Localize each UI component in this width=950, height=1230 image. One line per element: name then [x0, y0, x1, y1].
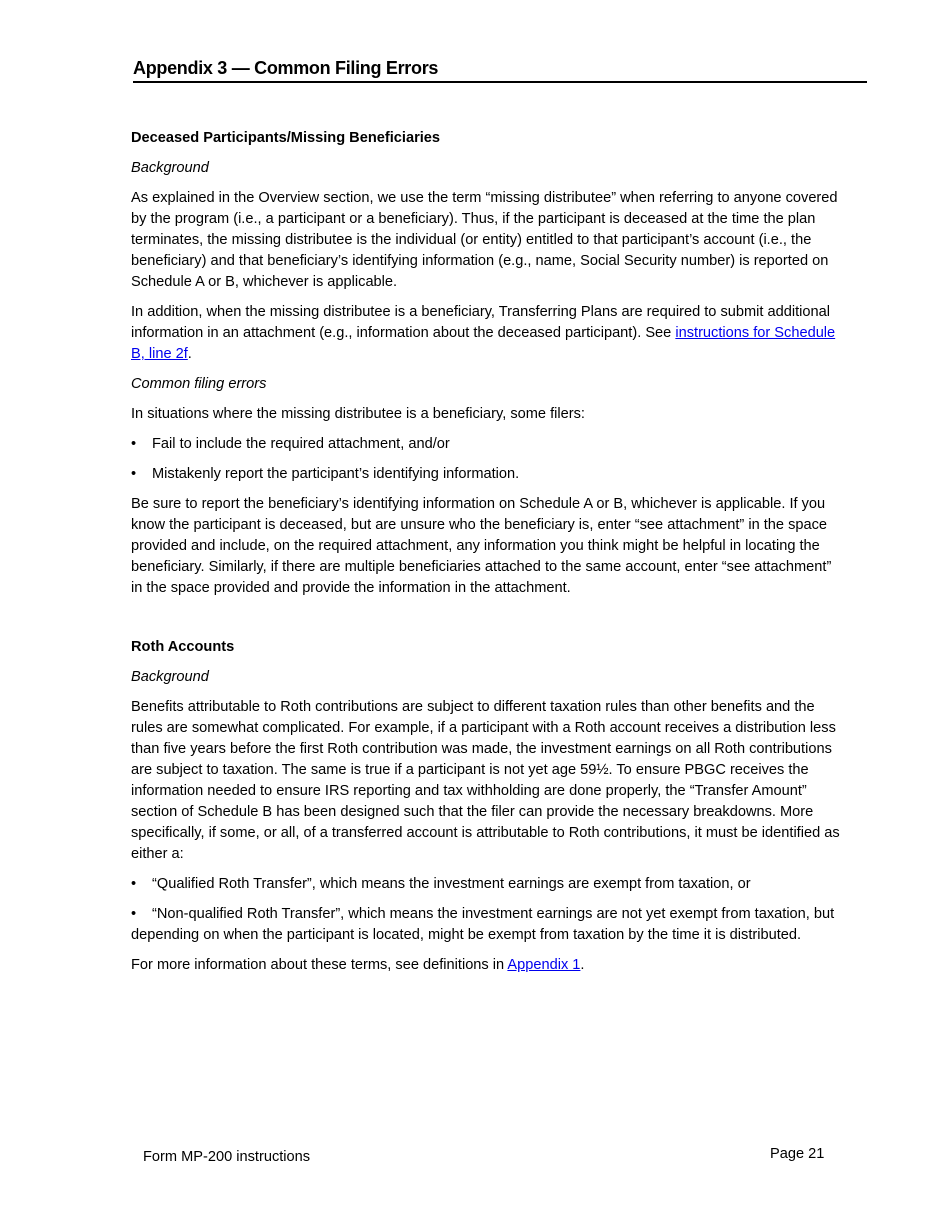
- footer-form-name: Form MP-200 instructions: [143, 1149, 311, 1165]
- schedule-b-instructions-link[interactable]: instructions for Schedule B, line 2f: [131, 325, 836, 362]
- paragraph: Be sure to report the beneficiary’s identifying information on Schedule A or B, whichever is applicable. If you know the participant is deceased, but are unsure who the beneficiary is, enter “see attachment” in the space provided and include, on the required attachment, any information you think might be helpful in locating the beneficiary. Similarly, if there are multiple beneficiaries attached to the same account, enter “see attachment” in the space provided and provide the information in the attachment.: [131, 496, 832, 596]
- paragraph-text: For more information about these terms, see definitions in: [131, 957, 508, 973]
- background-label: Background: [131, 160, 209, 176]
- list-item-text: Mistakenly report the participant’s identifying information.: [152, 466, 520, 482]
- paragraph: In situations where the missing distributee is a beneficiary, some filers:: [131, 406, 585, 422]
- section-heading-roth: Roth Accounts: [131, 639, 235, 655]
- document-body: [131, 128, 843, 985]
- section-heading-deceased: Deceased Participants/Missing Beneficiaries: [131, 130, 441, 146]
- common-errors-label: Common filing errors: [131, 376, 267, 392]
- list-item: [131, 434, 843, 455]
- bullet-icon: •: [131, 906, 137, 922]
- bullet-icon: •: [131, 436, 137, 452]
- paragraph: Benefits attributable to Roth contributions are subject to different taxation rules than other benefits and the rules are somewhat complicated. For example, if a participant with a Roth account receives a distribution less than five years before the first Roth contribution was made, the investment earnings on all Roth contributions are subject to taxation. The same is true if a participant is not yet age 59½. To ensure PBGC receives the information needed to ensure IRS reporting and tax withholding are done properly, the “Transfer Amount” section of Schedule B has been designed such that the filer can provide the necessary breakdowns. More specifically, if some, or all, of a transferred account is attributable to Roth contributions, it must be identified as either a:: [131, 699, 840, 862]
- bullet-icon: •: [131, 876, 137, 892]
- list-item: [131, 874, 843, 895]
- appendix-1-link[interactable]: Appendix 1: [507, 957, 581, 973]
- paragraph-text: In addition, when the missing distributee is a beneficiary, Transferring Plans are required to submit additional information in an attachment (e.g., information about the deceased participant). See: [131, 304, 830, 341]
- list-item: [131, 464, 843, 485]
- paragraph-end: .: [580, 957, 585, 973]
- paragraph-end: .: [187, 346, 192, 362]
- background-label: Background: [131, 669, 209, 685]
- paragraph: [131, 955, 843, 976]
- page-number: Page 21: [770, 1146, 825, 1162]
- list-item: [131, 904, 843, 946]
- section-spacer: [131, 608, 843, 637]
- paragraph: As explained in the Overview section, we use the term “missing distributee” when referring to anyone covered by the program (i.e., a participant or a beneficiary). Thus, if the participant is deceased at the time the plan terminates, the missing distributee is the individual (or entity) entitled to that participant’s account (i.e., the beneficiary) and that beneficiary’s identifying information (e.g., name, Social Security number) is reported on Schedule A or B, whichever is applicable.: [131, 190, 838, 290]
- list-item-text: Fail to include the required attachment, and/or: [152, 436, 450, 452]
- page-title: Appendix 3 — Common Filing Errors: [133, 58, 867, 83]
- bullet-icon: •: [131, 466, 137, 482]
- list-item-text: “Non-qualified Roth Transfer”, which means the investment earnings are not yet exempt from taxation, but depending on when the participant is located, might be exempt from taxation by the time it is distributed.: [131, 906, 835, 943]
- paragraph: [131, 302, 843, 365]
- list-item-text: “Qualified Roth Transfer”, which means the investment earnings are exempt from taxation, or: [152, 876, 751, 892]
